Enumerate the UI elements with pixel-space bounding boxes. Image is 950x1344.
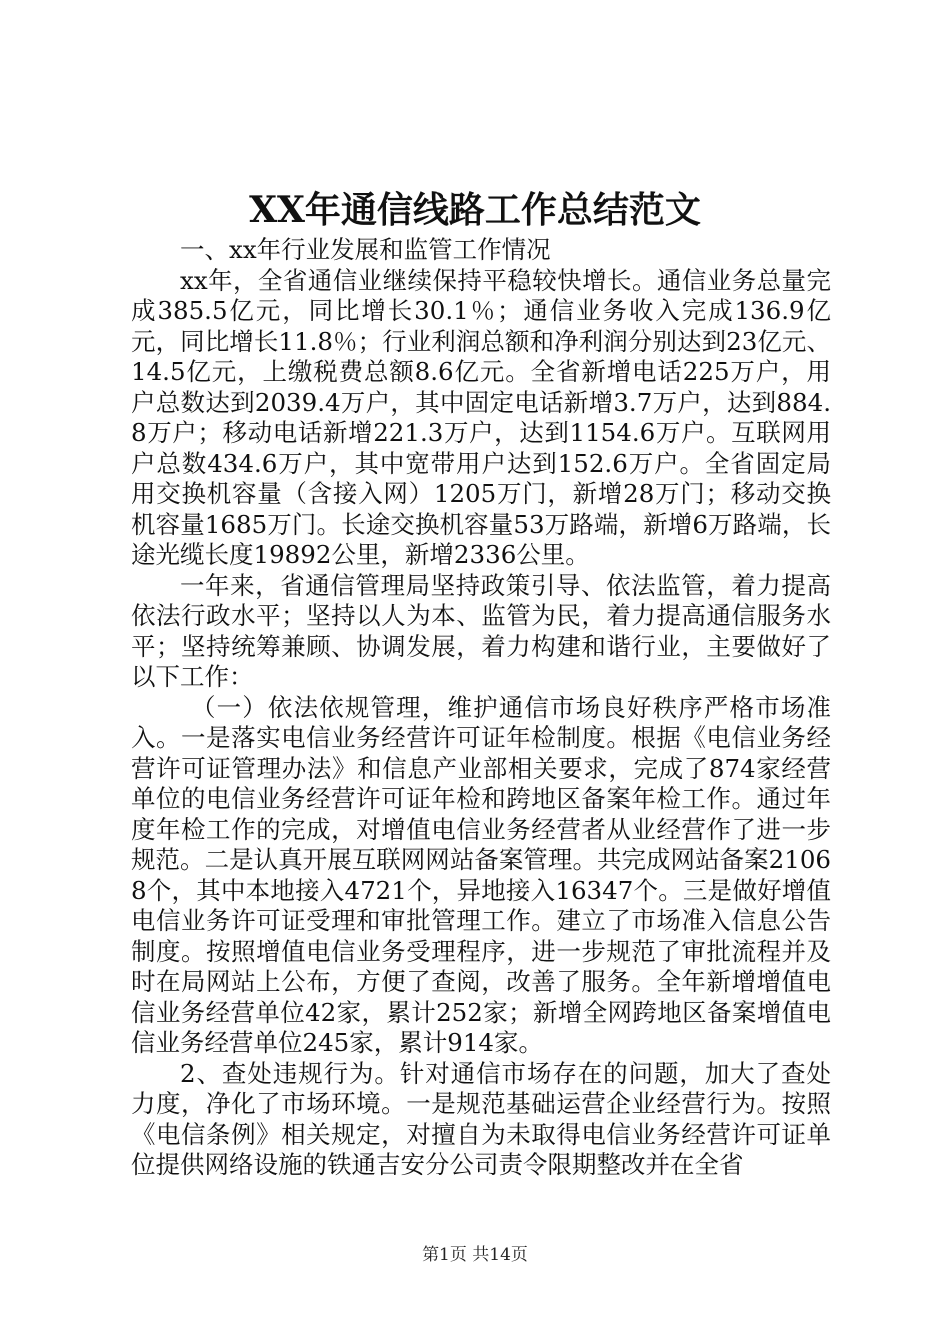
document-body [131,235,831,1181]
document-title: XX年通信线路工作总结范文 [249,189,701,231]
page-footer: 第1页 共14页 [422,1245,528,1265]
paragraph-industry-stats: xx年，全省通信业继续保持平稳较快增长。通信业务总量完成385.5亿元，同比增长30.1％；通信业务收入完成136.9亿元，同比增长11.8％；行业利润总额和净利润分别达到23亿元、14.5亿元，上缴税费总额8.6亿元。全省新增电话225万户，用户总数达到2039.4万户，其中固定电话新增3.7万户，达到884.8万户；移动电话新增221.3万户，达到1154.6万户。互联网用户总数434.6万户，其中宽带用户达到152.6万户。全省固定局用交换机容量（含接入网）1205万门，新增28万门；移动交换机容量1685万门。长途交换机容量53万路端，新增6万路端，长途光缆长度19892公里，新增2336公里。 [131,265,831,569]
paragraph-violations: 2、查处违规行为。针对通信市场存在的问题，加大了查处力度，净化了市场环境。一是规范基础运营企业经营行为。按照《电信条例》相关规定，对擅自为未取得电信业务经营许可证单位提供网络设施的铁通吉安分公司责令限期整改并在全省 [131,1058,831,1179]
paragraph-market-access: （一）依法依规管理，维护通信市场良好秩序严格市场准入。一是落实电信业务经营许可证年检制度。根据《电信业务经营许可证管理办法》和信息产业部相关要求，完成了874家经营单位的电信业务经营许可证年检和跨地区备案年检工作。通过年度年检工作的完成，对增值电信业务经营者从业经营作了进一步规范。二是认真开展互联网网站备案管理。共完成网站备案21068个，其中本地接入4721个，异地接入16347个。三是做好增值电信业务许可证受理和审批管理工作。建立了市场准入信息公告制度。按照增值电信业务受理程序，进一步规范了审批流程并及时在局网站上公布，方便了查阅，改善了服务。全年新增增值电信业务经营单位42家，累计252家；新增全网跨地区备案增值电信业务经营单位245家，累计914家。 [131,692,831,1057]
section-heading: 一、xx年行业发展和监管工作情况 [180,235,551,264]
paragraph-work-overview: 一年来，省通信管理局坚持政策引导、依法监管，着力提高依法行政水平；坚持以人为本、监管为民，着力提高通信服务水平；坚持统筹兼顾、协调发展，着力构建和谐行业，主要做好了以下工作： [131,570,831,691]
